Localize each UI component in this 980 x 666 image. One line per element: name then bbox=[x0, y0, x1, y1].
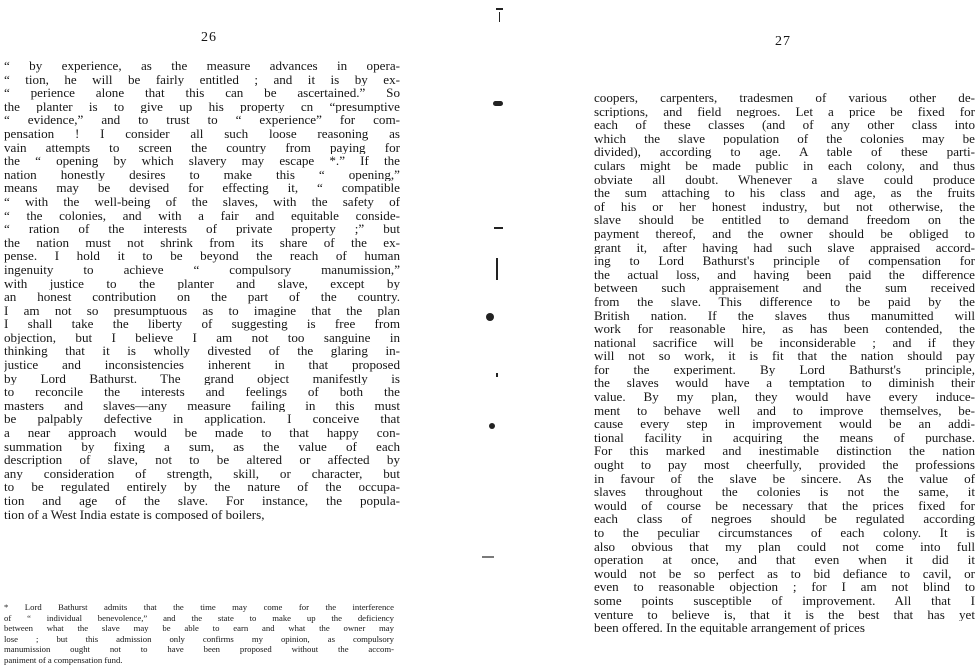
text-line: some points susceptible of improvement. All that I bbox=[594, 593, 975, 608]
text-line: ment to behave well and to improve themselves, be- bbox=[594, 403, 975, 418]
gutter-specks bbox=[486, 313, 494, 321]
page-number-left: 26 bbox=[201, 30, 217, 45]
text-line: vain attempts to screen the country from paying for bbox=[4, 140, 400, 155]
text-line: national sacrifice will be inconsiderable ; and if they bbox=[594, 335, 975, 350]
text-line: grant it, after having had such slave appraised accord- bbox=[594, 240, 975, 255]
text-line: would not be so perfect as to bid defiance to cavil, or bbox=[594, 566, 975, 581]
footnote-line: * Lord Bathurst admits that the time may come for the interference bbox=[4, 602, 394, 612]
text-line: summation by fixing a sum, as the value of each bbox=[4, 439, 400, 454]
text-line: an honest contribution on the part of the country. bbox=[4, 290, 400, 304]
text-line: venture to believe is, that it is the best that has yet bbox=[594, 607, 975, 622]
text-line: be palpably defective in application. I conceive that bbox=[4, 412, 400, 427]
text-line: thinking that it is wholly divested of the glaring in- bbox=[4, 344, 400, 359]
right-page bbox=[570, 0, 980, 654]
text-line: “ perience alone that this can be ascertained.” So bbox=[4, 86, 400, 100]
text-line: British nation. If the slaves thus manumitted will bbox=[594, 308, 975, 323]
text-line: will not so work, it is fit that the nation should pay bbox=[594, 349, 975, 363]
text-line: operation at once, and that even when it did it bbox=[594, 553, 975, 567]
text-line: ingenuity to achieve “ compulsory manumission,” bbox=[4, 262, 400, 277]
page-number-right: 27 bbox=[775, 34, 791, 49]
text-line: I am not so presumptuous as to imagine that the plan bbox=[4, 303, 400, 318]
text-line: the slaves would have a temptation to diminish their bbox=[594, 376, 975, 391]
text-line: between such appraisement and the sum received bbox=[594, 281, 975, 295]
text-line: from the slave. This difference to be paid by the bbox=[594, 294, 975, 309]
text-line: masters and slaves—any measure failing in this must bbox=[4, 398, 400, 413]
gutter-specks bbox=[499, 12, 500, 22]
text-line: each class of negroes should be regulated according bbox=[594, 512, 975, 526]
text-line: to reconcile the interests and feelings of both the bbox=[4, 385, 400, 399]
text-line: tion of a West India estate is composed of boilers, bbox=[4, 507, 265, 522]
right-page-body bbox=[594, 91, 975, 635]
text-line: of his or her honest industry, but not otherwise, the bbox=[594, 199, 975, 214]
text-line: slave should be entitled to demand freedom on the bbox=[594, 213, 975, 227]
text-line: obviate all doubt. Whenever a slave could produce bbox=[594, 172, 975, 187]
text-line: to the peculiar circumstances of each colony. It is bbox=[594, 526, 975, 540]
text-line: cause every step in improvement would be an addi- bbox=[594, 417, 975, 431]
text-line: the nation must not shrink from its share of the ex- bbox=[4, 235, 400, 250]
text-line: culars might be made public in each colony, and thus bbox=[594, 158, 975, 173]
footnote bbox=[4, 602, 394, 666]
text-line: in favour of the slave be sincere. As the value of bbox=[594, 471, 975, 486]
text-line: pensation ! I consider all such loose reasoning as bbox=[4, 126, 400, 141]
text-line: coopers, carpenters, tradesmen of various other de- bbox=[594, 91, 975, 105]
text-line: divided), according to age. A table of these parti- bbox=[594, 145, 975, 159]
text-line: a near approach would be made to that happy con- bbox=[4, 426, 400, 440]
left-page bbox=[0, 0, 420, 665]
text-line: even to reasonable objection ; for I am not blind to bbox=[594, 580, 975, 594]
text-line: by Lord Bathurst. The grand object manifestly is bbox=[4, 371, 400, 386]
text-line: would of course be necessary that the prices fixed for bbox=[594, 498, 975, 513]
text-line: for the experiment. By Lord Bathurst's principle, bbox=[594, 362, 975, 377]
gutter-specks bbox=[496, 373, 498, 377]
text-line: tion and age of the slave. For instance, the popula- bbox=[4, 494, 400, 508]
text-line: been offered. In the equitable arrangement of prices bbox=[594, 621, 865, 635]
text-line: any consideration of strength, skill, or character, but bbox=[4, 466, 400, 481]
footnote-line: lose ; but this admission only confirms my opinion, as compulsory bbox=[4, 633, 394, 644]
text-line: the sum attaching to his class and age, as the fruits bbox=[594, 186, 975, 200]
text-line: work for reasonable hire, as has been contended, the bbox=[594, 322, 975, 336]
text-line: For this marked and inestimable distinction the nation bbox=[594, 444, 975, 459]
text-line: objection, but I believe I am not too sanguine in bbox=[4, 330, 400, 345]
text-line: ing to Lord Bathurst's principle of compensation for bbox=[594, 254, 975, 268]
text-line: which the slave population of the colonies may be bbox=[594, 131, 975, 146]
text-line: “ by experience, as the measure advances in opera- bbox=[4, 59, 400, 73]
text-line: each of these classes (and of any other class into bbox=[594, 118, 975, 132]
book-gutter bbox=[455, 0, 535, 654]
footnote-line: of “ individual benevolence,” and the state to make up the deficiency bbox=[4, 612, 394, 623]
footnote-line: between what the slave may be able to earn and what the owner may bbox=[4, 623, 394, 634]
text-line: also obvious that my plan could not come into full bbox=[594, 539, 975, 554]
text-line: to be regulated entirely by the nature of the occupa- bbox=[4, 480, 400, 494]
gutter-specks bbox=[494, 227, 503, 229]
text-line: means may be devised for effecting it, “ compatible bbox=[4, 181, 400, 195]
text-line: “ the colonies, and with a fair and equitable conside- bbox=[4, 208, 400, 223]
text-line: payment thereof, and the owner should be obliged to bbox=[594, 226, 975, 241]
text-line: “ ration of the interests of private property ;” but bbox=[4, 222, 400, 236]
text-line: slaves throughout the colonies is not the same, it bbox=[594, 485, 975, 499]
text-line: tional facility in acquiring the means of purchase. bbox=[594, 430, 975, 445]
text-line: justice and inconsistencies inherent in that proposed bbox=[4, 358, 400, 372]
footnote-line: manumission ought not to have been proposed without the accom- bbox=[4, 644, 394, 655]
text-line: “ evidence,” and to trust to “ experience” for com- bbox=[4, 113, 400, 127]
gutter-specks bbox=[493, 101, 503, 106]
text-line: pense. I hold it to be beyond the reach of human bbox=[4, 249, 400, 263]
text-line: description of slave, not to be altered or affected by bbox=[4, 453, 400, 467]
text-line: with justice to the planter and slave, except by bbox=[4, 276, 400, 291]
text-line: scriptions, and field negroes. Let a price be fixed for bbox=[594, 104, 975, 119]
text-line: the planter is to give up his property cn “presumptive bbox=[4, 99, 400, 114]
footnote-line: paniment of a compensation fund. bbox=[4, 654, 123, 665]
left-page-body bbox=[4, 59, 400, 521]
text-line: the actual loss, and having been paid the difference bbox=[594, 267, 975, 282]
text-line: “ tion, he will be fairly entitled ; and it is by ex- bbox=[4, 72, 400, 87]
gutter-specks bbox=[489, 423, 495, 429]
gutter-specks bbox=[482, 556, 494, 558]
text-line: value. By my plan, they would have every induce- bbox=[594, 390, 975, 404]
text-line: nation honestly desires to make this “ opening,” bbox=[4, 167, 400, 182]
gutter-specks bbox=[496, 258, 498, 280]
text-line: I shall take the liberty of suggesting is free from bbox=[4, 317, 400, 331]
text-line: ought to pay most cheerfully, provided the professions bbox=[594, 458, 975, 472]
text-line: “ with the well-being of the slaves, with the safety of bbox=[4, 194, 400, 209]
text-line: the “ opening by which slavery may escape *.” If the bbox=[4, 154, 400, 168]
gutter-specks bbox=[496, 8, 503, 10]
